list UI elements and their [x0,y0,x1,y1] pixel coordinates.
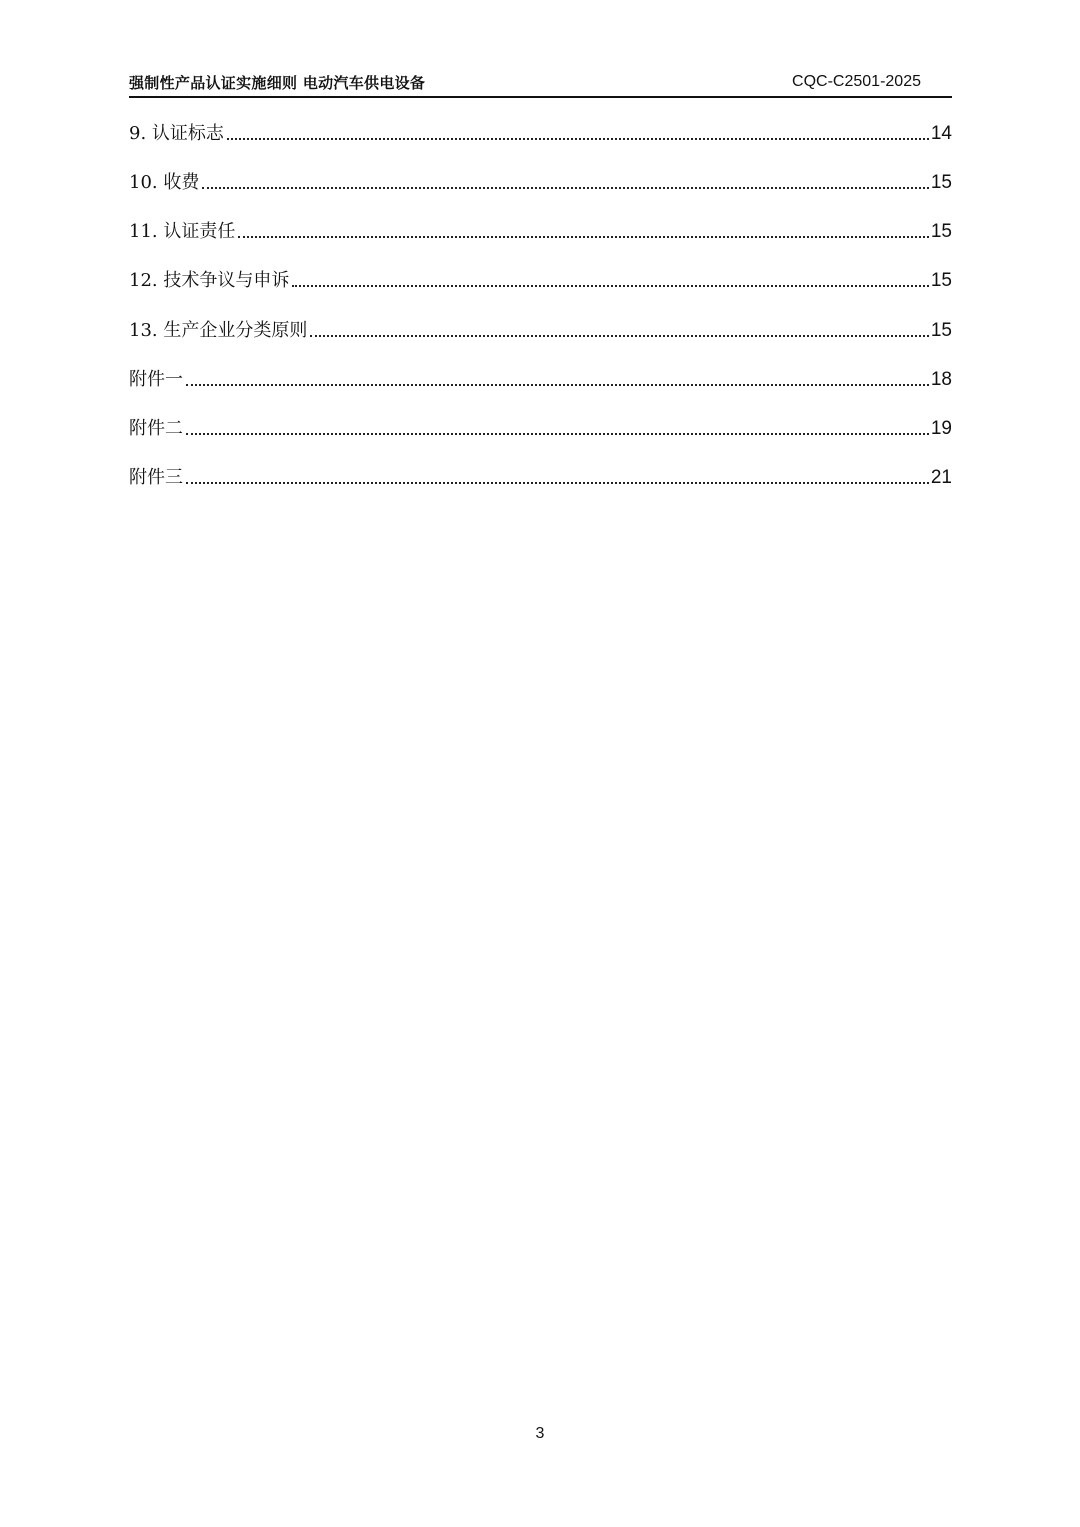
toc-entry-title: 附件一 [129,369,183,390]
toc-leader-dots [186,383,929,386]
toc-entry-page: 15 [930,270,952,291]
toc-entry-title: 13. 生产企业分类原则 [129,320,308,341]
toc-leader-dots [238,235,929,238]
toc-entry[interactable] [129,263,952,293]
toc-entry-title: 10. 收费 [129,172,200,193]
toc-leader-dots [202,186,929,189]
toc-entry[interactable] [129,165,952,195]
toc-entry[interactable] [129,116,952,146]
toc-entry[interactable] [129,460,952,490]
toc-leader-dots [227,137,929,140]
page-header [129,68,952,98]
page-number: 3 [535,1425,545,1442]
toc-entry-page: 21 [930,467,952,488]
toc-entry-title: 附件三 [129,467,183,488]
toc-entry-title: 11. 认证责任 [129,221,236,242]
toc-entry[interactable] [129,313,952,343]
toc-entry-page: 18 [930,369,952,390]
document-title: 强制性产品认证实施细则 电动汽车供电设备 [129,74,426,92]
toc-leader-dots [186,432,929,435]
toc-entry-title: 9. 认证标志 [129,123,224,144]
toc-entry-page: 14 [930,123,952,144]
toc-leader-dots [292,284,929,287]
toc-entry-page: 19 [930,418,952,439]
toc-entry-page: 15 [930,221,952,242]
toc-entry-page: 15 [930,320,952,341]
toc-leader-dots [186,481,929,484]
toc-entry[interactable] [129,214,952,244]
toc-entry-title: 附件二 [129,418,183,439]
toc-entry[interactable] [129,411,952,441]
document-code: CQC-C2501-2025 [792,73,921,90]
toc-entry[interactable] [129,362,952,392]
toc-entry-page: 15 [930,172,952,193]
toc-entry-title: 12. 技术争议与申诉 [129,270,290,291]
toc-leader-dots [310,334,929,337]
